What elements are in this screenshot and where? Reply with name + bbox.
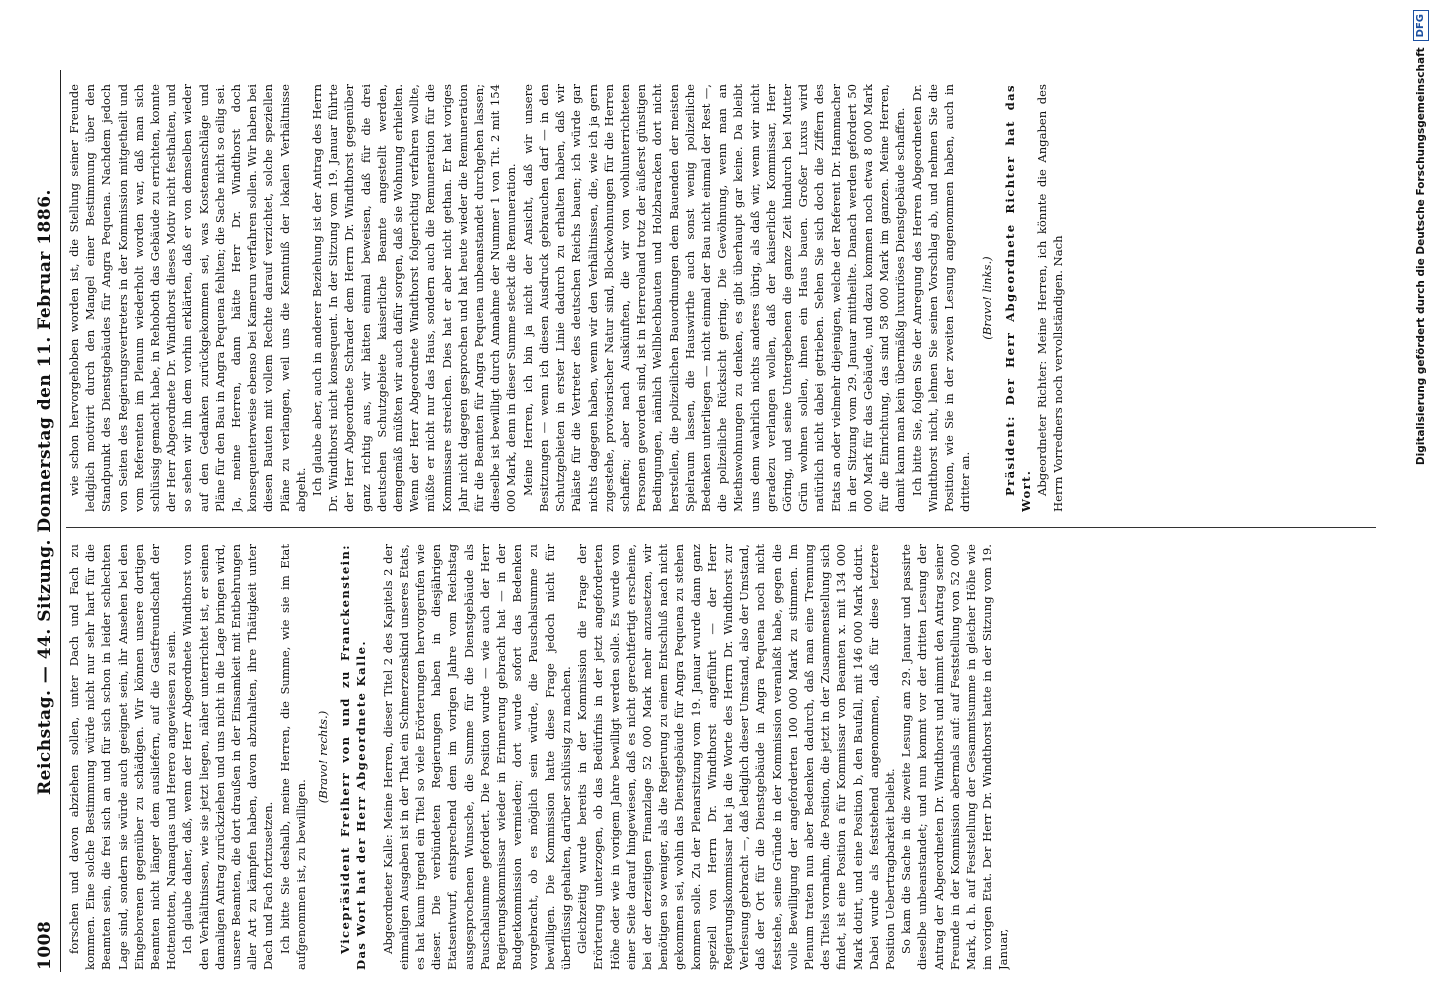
paragraph: So kam die Sache in die zweite Lesung am 29. Januar und passirte dieselbe unbeanstandet; und nun kommt vor der dritten Lesung der Antrag der Abgeordneten Dr. Windthorst und nimmt den Antrag seiner Freunde in der Kommission abermals auf: auf Feststellung von 52 000 Mark, d. h. auf Feststellung der Gesammtsumme in gleicher Höhe wie im vorigen Etat. Der Herr Dr. Windthorst hatte in der Sitzung vom 19. Januar,	[899, 544, 1011, 970]
speaker-line: Vicepräsident Freiherr von und zu Franckenstein: Das Wort hat der Herr Abgeordnete Kalle.	[338, 544, 369, 970]
stage-direction: (Bravo! rechts.)	[316, 710, 331, 804]
paragraph: Ich bitte Sie, folgen Sie der Anregung des Herren Abgeordneten Dr. Windthorst nicht, lehnen Sie seinen Vorschlag ab, und nehmen Sie die Position, wie Sie in der zweiten Lesung angenommen haben, auch in dritter an.	[909, 84, 973, 512]
paragraph: Abgeordneter Richter: Meine Herren, ich könnte die Angaben des Herrn Vorredners noch vervollständigen. Nach	[1034, 84, 1066, 512]
paragraph: Meine Herren, ich bin ja nicht der Ansicht, daß wir unsere Besitzungen — wenn ich diesen Ausdruck gebrauchen darf — in den Schutzgebieten in erster Linie dadurch zu erhalten haben, daß wir Paläste für die Vertreter des deutschen Reichs bauen; ich würde gar nichts dagegen haben, wenn wir den Verhältnissen, die, wie ich ja gern zugestehe, provisorischer Natur sind, Blockwohnungen für die Herren schaffen; aber nach Auskünften, die wir von wohlunterrichteten Personen geworden sind, ist in Herreroland trotz der äußerst günstigen Bedingungen, nämlich Wellblechbauten und Holzbaracken dort nicht herstellen, die polizeilichen Bauordnungen dem Bauenden der meisten Spielraum lassen, die Hauswirthe auch sonst wenig polizeiliche Bedenken unterliegen — nicht einmal der Bau nicht einmal der Rest —, die polizeiliche Rücksicht gering. Die Gewöhnung, wenn man an Miethswohnungen zu denken, es gibt überhaupt gar keine. Da bleibt uns denn wahrlich nichts anderes übrig, als daß wir, wenn wir nicht geradezu verlangen wollen, daß der kaiserliche Kommissar, Herr Göring, und seine Untergebenen die ganze Zeit hindurch bei Mutter Grün wohnen sollen, ihnen ein Haus bauen. Großer Luxus wird natürlich nicht dabei getrieben. Sehen Sie sich doch die Ziffern des Etats an oder vielmehr diejenigen, welche der Referent Dr. Hammacher in der Sitzung vom 29. Januar mittheilte. Danach werden gefordert 50 000 Mark für das Gebäude, und dazu kommen noch etwa 8 000 Mark für die Einrichtung, das sind 58 000 Mark im ganzen. Meine Herren, damit kann man kein übermäßig luxuriöses Dienstgebäude schaffen.	[520, 84, 908, 512]
paragraph: Ich glaube aber, auch in anderer Beziehung ist der Antrag des Herrn Dr. Windthorst nicht konsequent. In der Sitzung vom 19. Januar führte der Herr Abgeordnete Schrader dem Herrn Dr. Windthorst gegenüber ganz richtig aus, wir hätten einmal beweisen, daß für die drei deutschen Schutzgebiete kaiserliche Beamte angestellt werden, demgemäß müßten wir auch dafür sorgen, daß sie Wohnung erhielten. Wenn der Herr Abgeordnete Windthorst folgerichtig verfahren wollte, müßte er nicht nur das Haus, sondern auch die Remuneration für die Kommissare streichen. Dies hat er aber nicht gethan. Er hat voriges Jahr nicht dagegen gesprochen und hat heute wieder die Remuneration für die Beamten für Angra Pequena unbeanstandet durchgehen lassen; dieselbe ist bewilligt durch Annahme der Nummer 1 von Tit. 2 mit 154 000 Mark, denn in dieser Summe steckt die Remuneration.	[310, 84, 519, 512]
speaker-line: Präsident: Der Herr Abgeordnete Richter hat das Wort.	[1002, 84, 1033, 512]
digitization-credit	[1404, 10, 1430, 990]
paragraph: wie schon hervorgehoben worden ist, die Stellung seiner Freunde lediglich motivirt durch den Mangel einer Bestimmung über den Standpunkt des Dienstgebäudes für Angra Pequena. Nachdem jedoch von Seiten des Regierungsvertreters in der Kommission mitgetheilt und vom Referenten im Plenum wiederholt worden war, daß man sich schlüssig gemacht habe, in Rehoboth das Gebäude zu errichten, konnte der Herr Abgeordnete Dr. Windthorst dieses Motiv nicht festhalten, und so sehen wir ihn dem vorhin erklärten, daß er von demselben wieder auf den Gedanken zurückgekommen sei, was Kostenanschläge und Pläne für den Bau in Angra Pequena fehlten; die Sache nicht so eilig sei. Ja, meine Herren, dann hätte Herr Dr. Windthorst doch konsequenterweise ebenso bei Kamerun verfahren sollen. Wir haben bei diesen Bauten mit vollem Rechte darauf verzichtet, solche speziellen Pläne zu verlangen, weil uns die Kenntniß der lokalen Verhältnisse abgeht.	[67, 84, 308, 512]
text-column-right	[66, 84, 1386, 512]
page-content	[30, 62, 1396, 980]
paragraph: forschen und davon abziehen sollen, unter Dach und Fach zu kommen. Eine solche Bestimmung würde nicht nur sehr hart für die Beamten sein, die frei sich an und für sich schon in leider schlechten Lage sind, sondern sie würde auch geeignet sein, ihr Ansehen bei den Eingeborenen gegenüber zu schädigen. Wir können unsere dortigen Beamten nicht länger dem ausliefern, auf die Gastfreundschaft der Hottentotten, Namaquas und Herero angewiesen zu sein.	[67, 544, 179, 970]
running-header	[32, 74, 58, 970]
rotated-newspaper-page	[30, 62, 1396, 980]
dfg-logo: DFG	[1413, 10, 1429, 41]
credit-text: Digitalisierung gefördert durch die Deutsche Forschungsgemeinschaft	[1415, 47, 1427, 466]
paragraph: Abgeordneter Kalle: Meine Herren, dieser Titel 2 des Kapitels 2 der einmaligen Ausgaben ist in der That ein Schmerzenskind unseres Etats, es hat kaum irgend ein Titel so viele Erörterungen hervorgerufen wie dieser. Die verbündeten Regierungen haben in diesjährigen Etatsentwurf, entsprechend dem im vorigen Jahre vom Reichstag ausgesprochenen Wunsche, die Summe für die Dienstgebäude als Pauschalsumme gefordert. Die Position wurde — wie auch der Herr Regierungskommissar wieder in Erinnerung gebracht hat — in der Budgetkommission vermieden; dort wurde sofort das Bedenken vorgebracht, ob es möglich sein würde, die Pauschalsumme zu bewilligen. Die Kommission hatte diese Frage jedoch nicht für überflüssig gehalten, darüber schlüssig zu machen.	[380, 544, 573, 970]
spacer	[370, 544, 380, 970]
page-number: 1008	[35, 920, 55, 970]
credit-text-wrapper	[1408, 10, 1432, 990]
text-column-left	[66, 544, 1386, 970]
column-divider	[66, 527, 1376, 528]
running-title: Reichstag. — 44. Sitzung. Donnerstag den 11. Februar 1886.	[35, 189, 55, 795]
paragraph: Gleichzeitig wurde bereits in der Kommission die Frage der Erörterung unterzogen, ob das Bedürfnis in der jetzt angeforderten Höhe oder wie in vorigem Jahre bewilligt werden solle. Es wurde von einer Seite darauf hingewiesen, daß es nicht gerechtfertigt erscheine, bei der derzeitigen Finanzlage 52 000 Mark mehr anzusetzen, wir benötigen so weniger, als die Regierung zu einem Entschluß nach nicht gekommen sei, wohin das Dienstgebäude für Angra Pequena zu stehen kommen solle. Zu der Plenarsitzung vom 19. Januar wurde dann ganz speziell von Herrn Dr. Windthorst angeführt — der Herr Regierungskommissar hat ja die Worte des Herrn Dr. Windthorst zur Verlesung gebracht —, daß lediglich dieser Umstand, also der Umstand, daß der Ort für die Dienstgebäude in Angra Pequena noch nicht feststehe, seine Gründe in der Kommission veranlaßt habe, gegen die volle Bewilligung der angeforderten 100 000 Mark zu stimmen. Im Plenum traten nun aber Bedenken dadurch, daß man eine Trennung des Titels vornahm, die Position, die jetzt in der Zusammenstellung sich findet, ist eine Position a für Kommissar von Beamten x. mit 134 000 Mark dotirt, und eine Position b, den Baufall, mit 146 000 Mark dotirt. Dabei wurde als feststehend angenommen, daß für diese letztere Position Uebertragbarkeit beliebt.	[575, 544, 897, 970]
paragraph: Ich bitte Sie deshalb, meine Herren, die Summe, wie sie im Etat aufgenommen ist, zu bewilligen.	[277, 544, 308, 970]
stage-direction: (Bravo! links.)	[980, 256, 995, 340]
paragraph: Ich glaube daher, daß, wenn der Herr Abgeordnete Windthorst von den Verhältnissen, wie sie jetzt liegen, näher unterrichtet ist, er seinen damaligen Antrag zurückziehen und uns nicht in die Lage bringen wird, unsere Beamten, die dort draußen in der Einsamkeit mit Entbehrungen aller Art zu kämpfen haben, davon abzuhalten, ihre Thätigkeit unter Dach und Fach fortzusetzen.	[180, 544, 276, 970]
header-rule	[60, 70, 61, 972]
